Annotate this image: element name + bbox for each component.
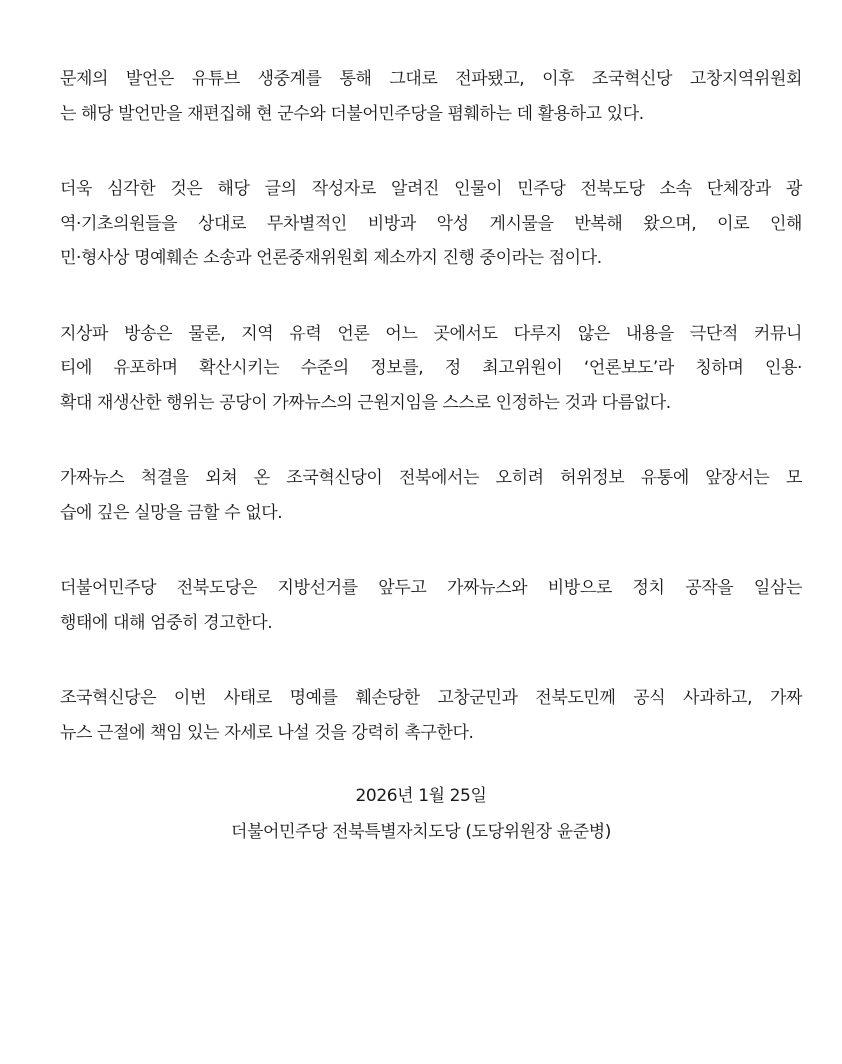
text-line: 더불어민주당 전북도당은 지방선거를 앞두고 가짜뉴스와 비방으로 정치 공작을 일삼는 bbox=[60, 578, 802, 598]
paragraph-3 bbox=[60, 317, 802, 421]
text-line: 뉴스 근절에 책임 있는 자세로 나설 것을 강력히 촉구한다. bbox=[60, 722, 474, 743]
paragraph-2 bbox=[60, 172, 802, 276]
text-line: 확대 재생산한 행위는 공당이 가짜뉴스의 근원지임을 스스로 인정하는 것과 다름없다. bbox=[60, 392, 671, 413]
text-line: 행태에 대해 엄중히 경고한다. bbox=[60, 612, 273, 633]
statement-body bbox=[60, 62, 802, 791]
text-line: 문제의 발언은 유튜브 생중계를 통해 그대로 전파됐고, 이후 조국혁신당 고창지역위원회 bbox=[60, 69, 802, 89]
paragraph-6 bbox=[60, 681, 802, 750]
text-line: 민·형사상 명예훼손 소송과 언론중재위원회 제소까지 진행 중이라는 점이다. bbox=[60, 248, 602, 268]
text-line: 가짜뉴스 척결을 외쳐 온 조국혁신당이 전북에서는 오히려 허위정보 유통에 앞장서는 모 bbox=[60, 468, 802, 488]
paragraph-1 bbox=[60, 62, 802, 131]
text-line: 티에 유포하며 확산시키는 수준의 정보를, 정 최고위원이 ‘언론보도’라 칭하며 인용· bbox=[60, 358, 802, 378]
text-line: 역·기초의원들을 상대로 무차별적인 비방과 악성 게시물을 반복해 왔으며, 이로 인해 bbox=[60, 213, 802, 234]
statement-date: 2026년 1월 25일 bbox=[355, 786, 487, 806]
statement-signature: 더불어민주당 전북특별자치도당 (도당위원장 윤준병) bbox=[231, 822, 611, 842]
text-line: 습에 깊은 실망을 금할 수 없다. bbox=[60, 502, 283, 523]
paragraph-5 bbox=[60, 571, 802, 640]
text-line: 는 해당 발언만을 재편집해 현 군수와 더불어민주당을 폄훼하는 데 활용하고 있다. bbox=[60, 103, 644, 124]
text-line: 더욱 심각한 것은 해당 글의 작성자로 알려진 인물이 민주당 전북도당 소속 단체장과 광 bbox=[60, 179, 802, 199]
text-line: 조국혁신당은 이번 사태로 명예를 훼손당한 고창군민과 전북도민께 공식 사과하고, 가짜 bbox=[60, 688, 802, 708]
paragraph-4 bbox=[60, 461, 802, 530]
text-line: 지상파 방송은 물론, 지역 유력 언론 어느 곳에서도 다루지 않은 내용을 극단적 커뮤니 bbox=[60, 323, 802, 344]
